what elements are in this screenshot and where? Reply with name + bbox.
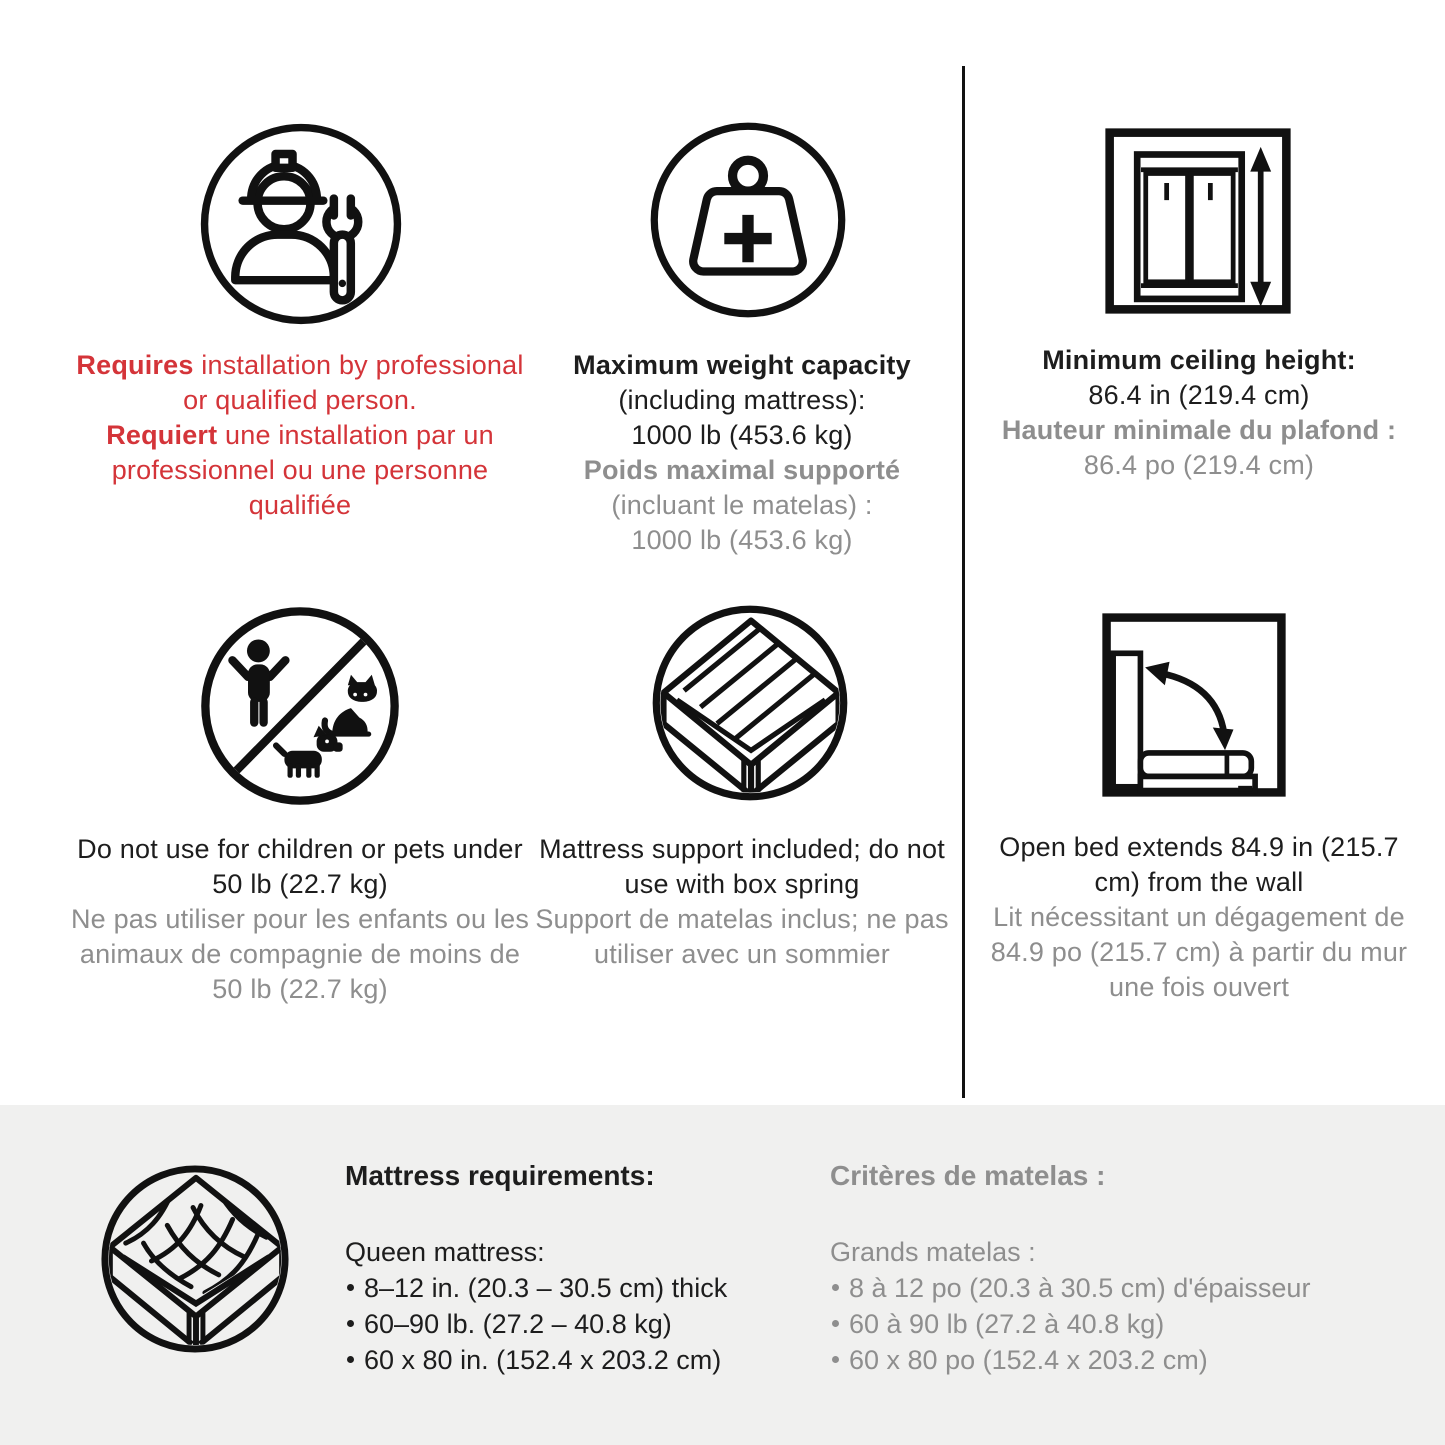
mattress-bullet-en: 60–90 lb. (27.2 – 40.8 kg) [345, 1306, 775, 1342]
open-bed-note: Open bed extends 84.9 in (215.7 cm) from the wall Lit nécessitant un dégagement de 84.9 po (215.7 cm) à partir du mur une fois ouvert [990, 832, 1408, 1002]
mattress-subtitle-fr: Grands matelas : [830, 1237, 1036, 1267]
installer-icon [195, 118, 407, 330]
bullet-dot [832, 1320, 839, 1327]
mattress-icon [96, 1160, 294, 1358]
mattress-bullet-fr: 8 à 12 po (20.3 à 30.5 cm) d'épaisseur [830, 1270, 1370, 1306]
installation-note-en: Requires installation by professional or qualified person. [76, 350, 524, 415]
children-pets-note: Do not use for children or pets under 50 lb (22.7 kg) Ne pas utiliser pour les enfants ou les animaux de compagnie de moins de 50 lb (22.7 kg) [70, 834, 530, 1004]
vertical-divider [962, 66, 965, 1098]
bullet-dot [832, 1356, 839, 1363]
mattress-requirements-title-fr: Critères de matelas : [830, 1160, 1106, 1191]
mattress-requirements-fr [830, 1158, 1370, 1378]
open-bed-icon [1100, 611, 1288, 799]
child-figure [232, 639, 285, 722]
cat-figure [325, 675, 377, 734]
bullet-dot [347, 1320, 354, 1327]
bullet-dot [832, 1284, 839, 1291]
ceiling-height-icon [1103, 126, 1293, 316]
no-children-pets-icon [196, 602, 404, 810]
mattress-bullet-en: 60 x 80 in. (152.4 x 203.2 cm) [345, 1342, 775, 1378]
mattress-subtitle-en: Queen mattress: [345, 1237, 545, 1267]
installation-note-fr: Requiert une installation par un professionnel ou une personne qualifiée [106, 420, 494, 520]
ceiling-height-note: Minimum ceiling height: 86.4 in (219.4 cm) Hauteur minimale du plafond : 86.4 po (219.4 cm) [1001, 345, 1397, 480]
mattress-bullet-en: 8–12 in. (20.3 – 30.5 cm) thick [345, 1270, 775, 1306]
mattress-requirements-title-en: Mattress requirements: [345, 1160, 655, 1191]
weight-capacity-note: Maximum weight capacity (including mattress): 1000 lb (453.6 kg) Poids maximal supporté (incluant le matelas) : 1000 lb (453.6 kg) [573, 350, 911, 555]
mattress-bullet-fr: 60 à 90 lb (27.2 à 40.8 kg) [830, 1306, 1370, 1342]
slatted-support-icon [647, 600, 853, 806]
mattress-support-note: Mattress support included; do not use with box spring Support de matelas inclus; ne pas utiliser avec un sommier [535, 834, 949, 969]
installation-note [63, 348, 537, 523]
bullet-dot [347, 1356, 354, 1363]
mattress-bullet-fr: 60 x 80 po (152.4 x 203.2 cm) [830, 1342, 1370, 1378]
weight-plus-icon [645, 117, 851, 323]
bullet-dot [347, 1284, 354, 1291]
mattress-requirements-en [345, 1158, 775, 1378]
